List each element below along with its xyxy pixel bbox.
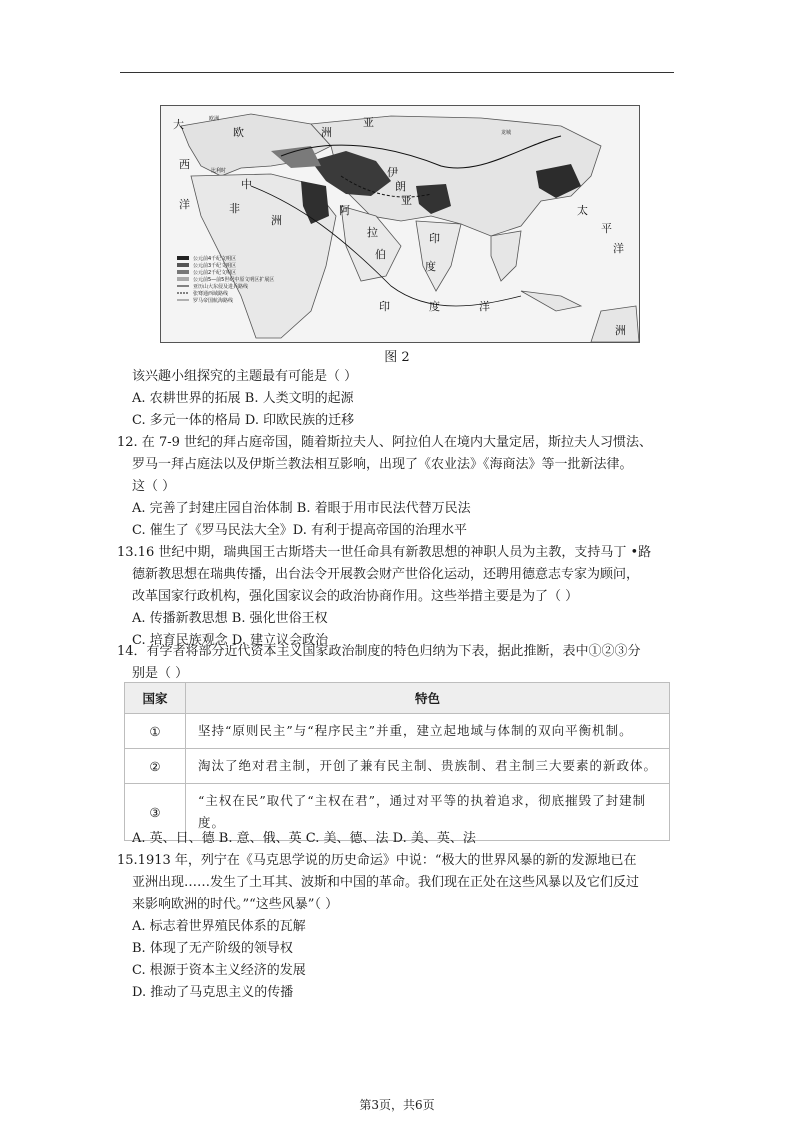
map-label-xi: 西 <box>179 158 190 171</box>
q15-line-2: 亚洲出现……发生了土耳其、波斯和中国的革命。我们现在正处在这些风暴以及它们反过 <box>132 875 640 890</box>
q13-options-cd: C. 培育民族观念 D. 建立议会政治 <box>132 633 329 648</box>
historical-map-figure <box>160 105 640 343</box>
legend-item-7: 罗马帝国航海路线 <box>193 298 234 304</box>
table-row-text: 淘汰了绝对君主制，开创了兼有民主制、贵族制、君主制三大要素的新政体。 <box>186 749 670 784</box>
q15-option-a: A. 标志着世界殖民体系的瓦解 <box>132 919 306 934</box>
legend-item-1: 公元前4千纪文明区 <box>193 256 237 262</box>
q12-line-3: 这（ ） <box>132 479 176 494</box>
table-row-num: ① <box>125 714 186 749</box>
legend-item-6: 张骞通西域路线 <box>193 291 229 297</box>
map-label-du: 度 <box>425 260 436 273</box>
table-header-feature: 特色 <box>186 683 670 714</box>
map-label-yin2: 印 <box>379 300 390 313</box>
q13-line-2: 德新教思想在瑞典传播，出台法令开展教会财产世俗化运动，还聘用德意志专家为顾问， <box>132 567 640 582</box>
map-label-zhou: 洲 <box>321 126 332 139</box>
table-row-text: “主权在民”取代了“主权在君”，通过对平等的执着追求，彻底摧毁了封建制度。 <box>186 784 670 841</box>
figure-caption: 图 2 <box>384 350 410 365</box>
q12-line-2: 罗马一拜占庭法以及伊斯兰教法相互影响，出现了《农业法》《海商法》等一批新法律。 <box>132 457 633 472</box>
map-label-yi: 伊 <box>387 166 398 179</box>
q14-feature-table <box>124 682 670 841</box>
map-label-ouzhou: 欧洲 <box>209 116 220 122</box>
map-label-bo: 伯 <box>375 248 386 261</box>
table-header-country: 国家 <box>125 683 186 714</box>
map-label-yang2: 洋 <box>479 300 490 313</box>
q15-option-b: B. 体现了无产阶级的领导权 <box>132 941 293 956</box>
map-drawing <box>161 106 639 342</box>
q14-options: A. 英、日、德 B. 意、俄、英 C. 美、德、法 D. 美、英、法 <box>132 831 476 846</box>
map-label-longcheng: 龙城 <box>501 130 512 136</box>
q13-options-ab: A. 传播新教思想 B. 强化世俗王权 <box>132 611 328 626</box>
legend-item-4: 公元前5—前5世纪中原文明区扩展区 <box>193 277 275 283</box>
legend-item-3: 公元前2千纪文明区 <box>193 270 237 276</box>
q15-option-d: D. 推动了马克思主义的传播 <box>132 985 294 1000</box>
map-label-ou: 欧 <box>233 126 244 139</box>
q12-options-cd: C. 催生了《罗马民法大全》D. 有利于提高帝国的治理水平 <box>132 523 467 538</box>
q11-stem: 该兴趣小组探究的主题最有可能是（ ） <box>132 369 358 384</box>
q12-options-ab: A. 完善了封建庄园自治体制 B. 着眼于用市民法代替万民法 <box>132 501 471 516</box>
legend-item-2: 公元前3千纪文明区 <box>193 263 237 269</box>
q14-line-1: 14．有学者将部分近代资本主义国家政治制度的特色归纳为下表，据此推断，表中①②③分 <box>117 644 641 659</box>
table-row <box>125 749 670 784</box>
map-label-ya2: 亚 <box>401 194 412 207</box>
q12-line-1: 12. 在 7-9 世纪的拜占庭帝国，随着斯拉夫人、阿拉伯人在境内大量定居，斯拉夫人习惯法、 <box>117 435 653 450</box>
map-label-bilimu: 比利时 <box>211 168 227 174</box>
map-label-da: 大 <box>173 118 184 131</box>
q13-line-3: 改革国家行政机构，强化国家议会的政治协商作用。这些举措主要是为了（ ） <box>132 589 579 604</box>
q13-line-1: 13.16 世纪中期，瑞典国王古斯塔夫一世任命具有新教思想的神职人员为主教，支持马丁 •路 <box>117 545 652 560</box>
q14-line-2: 别是（ ） <box>132 666 189 681</box>
q11-options-cd: C. 多元一体的格局 D. 印欧民族的迁移 <box>132 413 355 428</box>
table-row <box>125 714 670 749</box>
table-row-num: ③ <box>125 784 186 841</box>
map-label-ping: 平 <box>601 222 612 235</box>
map-label-zhong: 中 <box>241 178 252 191</box>
table-row-num: ② <box>125 749 186 784</box>
q15-line-1: 15.1913 年，列宁在《马克思学说的历史命运》中说：“极大的世界风暴的新的发源地已在 <box>117 853 637 868</box>
map-label-yin: 印 <box>429 232 440 245</box>
table-row-text: 坚持“原则民主”与“程序民主”并重，建立起地域与体制的双向平衡机制。 <box>186 714 670 749</box>
map-label-zhou2: 洲 <box>271 214 282 227</box>
legend-item-5: 亚历山大东侵及进兵路线 <box>193 284 249 290</box>
q15-option-c: C. 根源于资本主义经济的发展 <box>132 963 306 978</box>
q15-line-3: 来影响欧洲的时代。”“这些风暴”（ ） <box>132 897 339 912</box>
map-label-tai: 太 <box>577 204 588 217</box>
map-label-yang3: 洋 <box>613 242 624 255</box>
q11-options-ab: A. 农耕世界的拓展 B. 人类文明的起源 <box>132 391 354 406</box>
map-label-fei: 非 <box>229 202 240 215</box>
map-label-yang: 洋 <box>179 198 190 211</box>
map-label-lang: 朗 <box>395 180 406 193</box>
map-label-du2: 度 <box>429 300 440 313</box>
map-label-zhou3: 洲 <box>615 324 626 337</box>
map-label-ya: 亚 <box>363 116 374 129</box>
map-label-la: 拉 <box>367 226 378 239</box>
map-label-a: 阿 <box>339 204 350 217</box>
page-footer: 第3页，共6页 <box>359 1098 435 1112</box>
header-rule <box>120 72 674 73</box>
